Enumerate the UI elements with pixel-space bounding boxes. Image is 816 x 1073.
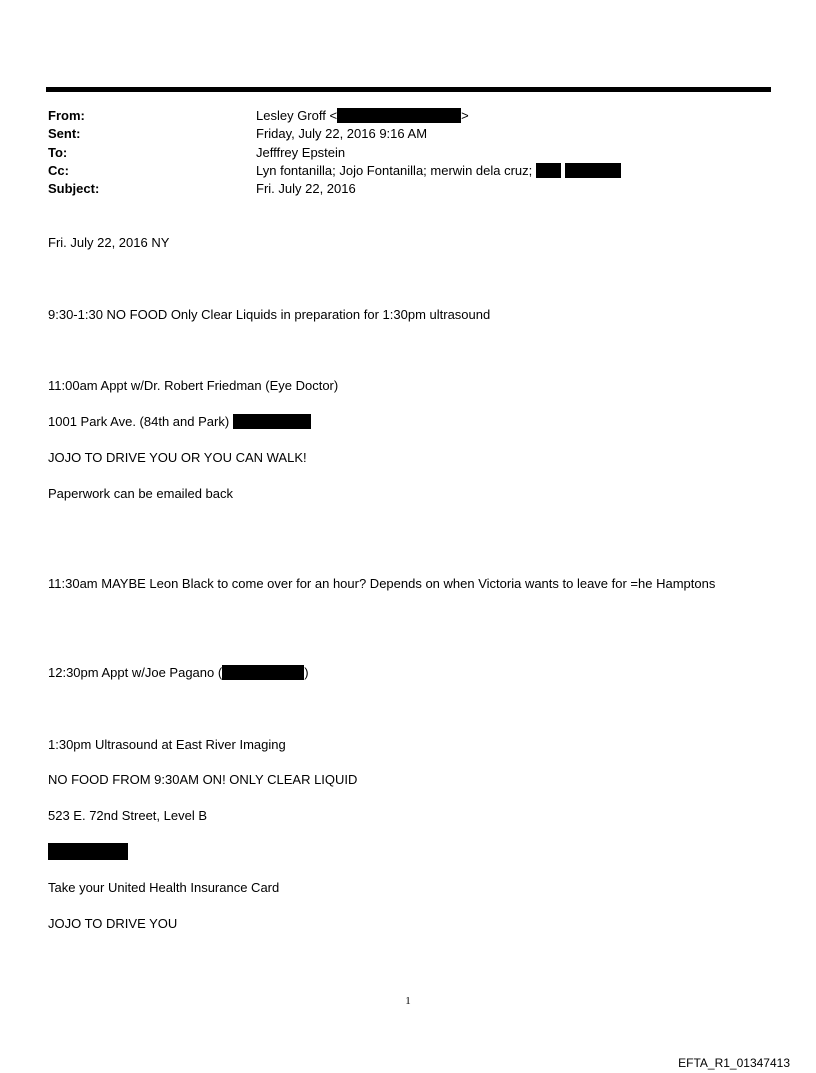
redaction-block: [233, 414, 311, 429]
eye-appointment: 11:00am Appt w/Dr. Robert Friedman (Eye Doctor): [48, 378, 339, 393]
from-name: Lesley Groff <: [256, 108, 338, 123]
eye-address: [48, 413, 311, 431]
ultrasound-address: 523 E. 72nd Street, Level B: [48, 808, 207, 823]
leon-black-line: 11:30am MAYBE Leon Black to come over for an hour? Depends on when Victoria wants to leave for =he Hamptons: [48, 576, 716, 591]
bates-number: EFTA_R1_01347413: [678, 1056, 790, 1070]
final-drive-note: JOJO TO DRIVE YOU: [48, 916, 178, 931]
pagano-appointment: [48, 664, 309, 682]
from-value: [256, 107, 469, 125]
no-food-line: 9:30-1:30 NO FOOD Only Clear Liquids in preparation for 1:30pm ultrasound: [48, 307, 491, 322]
subject-label: Subject:: [48, 181, 100, 196]
to-label: To:: [48, 145, 68, 160]
to-value: Jefffrey Epstein: [256, 145, 346, 160]
subject-value: Fri. July 22, 2016: [256, 181, 356, 196]
redaction-block: [536, 163, 561, 178]
page-number: 1: [405, 995, 411, 1007]
insurance-note: Take your United Health Insurance Card: [48, 880, 280, 895]
sent-value: Friday, July 22, 2016 9:16 AM: [256, 126, 428, 141]
cc-label: Cc:: [48, 163, 69, 178]
eye-paperwork-note: Paperwork can be emailed back: [48, 486, 233, 501]
from-label: From:: [48, 108, 85, 123]
redaction-block: [48, 843, 128, 860]
redaction-block: [222, 665, 304, 680]
sent-label: Sent:: [48, 126, 81, 141]
from-close: >: [461, 108, 469, 123]
eye-address-text: 1001 Park Ave. (84th and Park): [48, 414, 230, 429]
pagano-close: ): [304, 665, 309, 680]
date-line: Fri. July 22, 2016 NY: [48, 235, 170, 250]
header-rule: [46, 87, 771, 92]
redaction-block: [337, 108, 461, 123]
redaction-block: [565, 163, 621, 178]
pagano-text: 12:30pm Appt w/Joe Pagano (: [48, 665, 223, 680]
ultrasound-line: 1:30pm Ultrasound at East River Imaging: [48, 737, 286, 752]
ultrasound-phone-redacted: [48, 843, 128, 862]
ultrasound-no-food: NO FOOD FROM 9:30AM ON! ONLY CLEAR LIQUID: [48, 772, 358, 787]
eye-drive-note: JOJO TO DRIVE YOU OR YOU CAN WALK!: [48, 450, 307, 465]
cc-value: [256, 162, 621, 180]
cc-recipients: Lyn fontanilla; Jojo Fontanilla; merwin dela cruz;: [256, 163, 533, 178]
